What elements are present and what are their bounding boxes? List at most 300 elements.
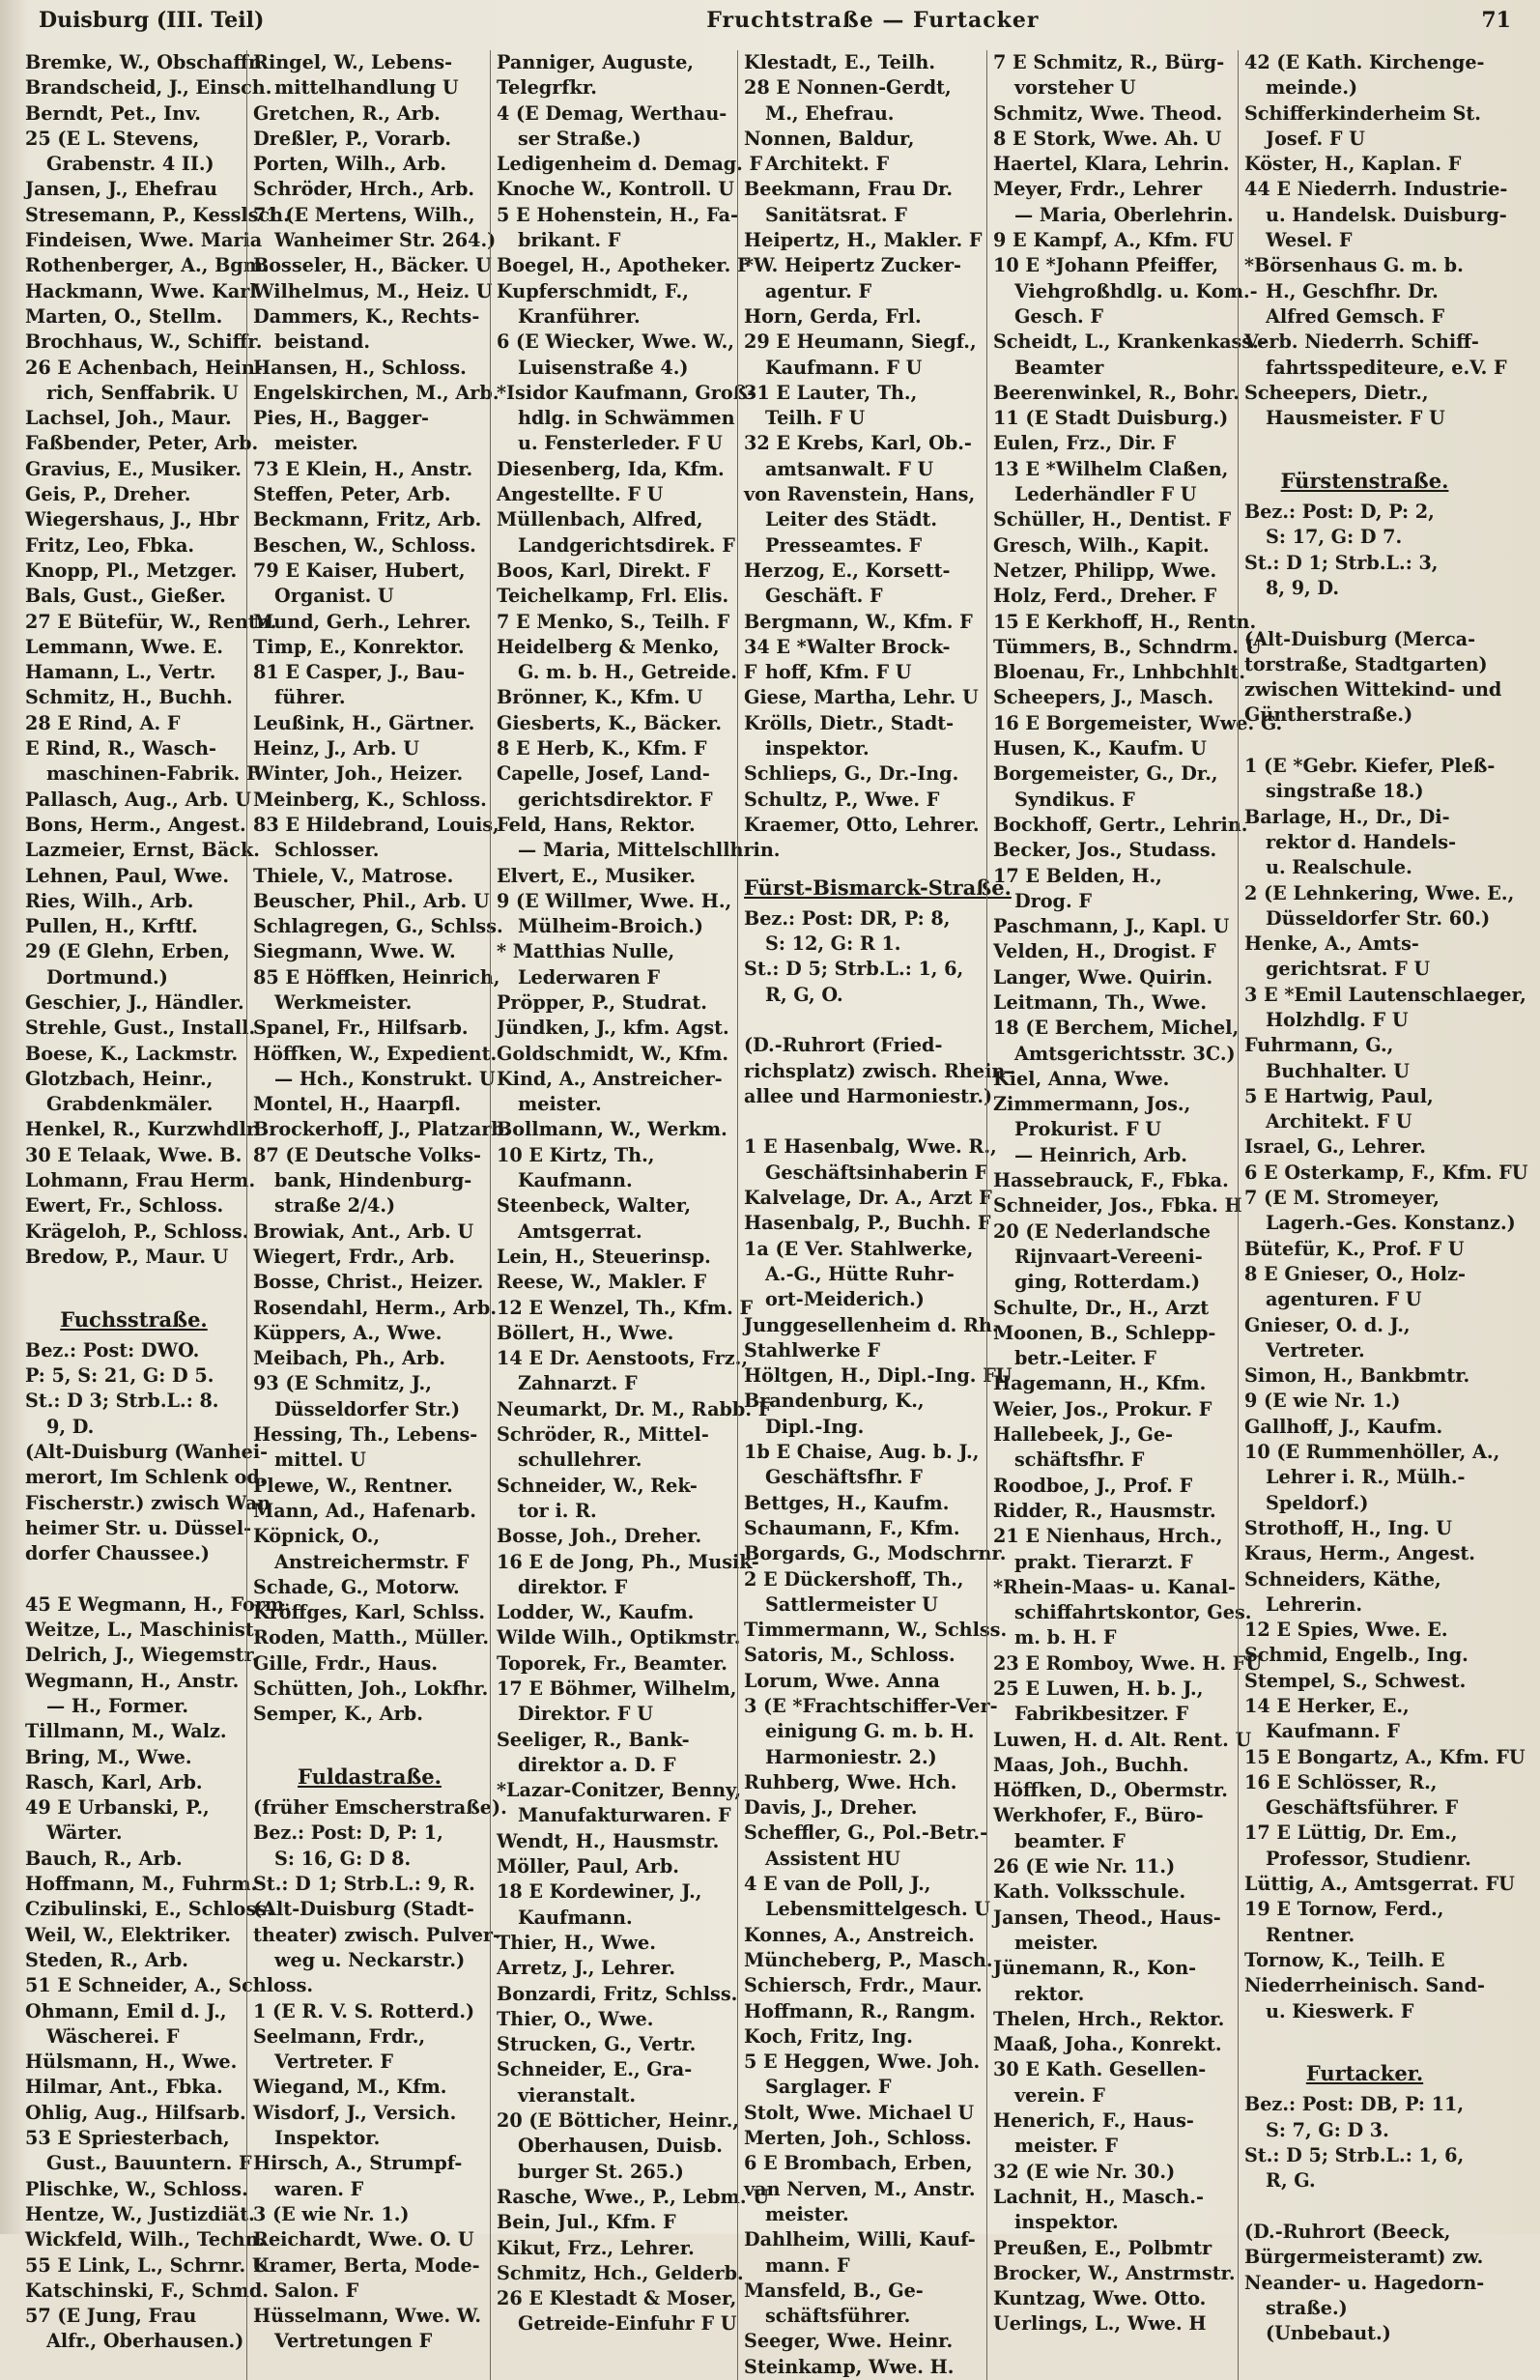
directory-entry: Scheepers, Dietr., bbox=[1244, 381, 1429, 404]
directory-entry: S: 12, G: R 1. bbox=[765, 932, 901, 956]
directory-entry: Bosse, Christ., Heizer. bbox=[253, 1271, 484, 1294]
directory-entry: Steffen, Peter, Arb. bbox=[253, 483, 451, 506]
directory-entry: 1 (E *Gebr. Kiefer, Pleß- bbox=[1244, 755, 1496, 778]
directory-entry: 28 E Nonnen-Gerdt, bbox=[744, 76, 952, 100]
directory-entry: Beamter bbox=[1014, 356, 1104, 379]
directory-entry: Reese, W., Makler. F bbox=[497, 1271, 707, 1294]
directory-entry: weg u. Neckarstr.) bbox=[274, 1948, 466, 1971]
directory-entry: Meinberg, K., Schloss. bbox=[253, 788, 487, 811]
directory-entry: Berndt, Pet., Inv. bbox=[25, 101, 201, 125]
directory-entry: Brandenburg, K., bbox=[744, 1390, 925, 1413]
directory-entry: Höffken, W., Expedient. bbox=[253, 1042, 498, 1065]
directory-entry: Moonen, B., Schlepp- bbox=[993, 1321, 1216, 1344]
directory-entry: Strehle, Gust., Install. bbox=[25, 1017, 256, 1040]
directory-entry: Merten, Joh., Schloss. bbox=[744, 2127, 972, 2150]
directory-entry: Schneiders, Käthe, bbox=[1244, 1567, 1441, 1591]
directory-entry: 85 E Höffken, Heinrich, bbox=[253, 965, 500, 989]
column-4 bbox=[737, 50, 1013, 2380]
directory-entry: verein. F bbox=[1014, 2083, 1105, 2107]
directory-entry: Preußen, E., Polbmtr bbox=[993, 2236, 1212, 2259]
directory-entry: (D.-Ruhrort (Beeck, bbox=[1244, 2220, 1451, 2243]
directory-entry: Wegmann, H., Anstr. bbox=[25, 1669, 240, 1692]
directory-entry: Beerenwinkel, R., Bohr. bbox=[993, 381, 1240, 404]
directory-entry: Ewert, Fr., Schloss. bbox=[25, 1194, 224, 1218]
directory-entry: 5 E Hartwig, Paul, bbox=[1244, 1084, 1434, 1107]
directory-entry: Getreide-Einfuhr F U bbox=[518, 2312, 737, 2336]
directory-entry: 20 (E Bötticher, Heinr., bbox=[497, 2109, 739, 2133]
directory-entry: Kraus, Herm., Angest. bbox=[1244, 1542, 1475, 1565]
directory-entry: meister. bbox=[274, 432, 358, 455]
directory-entry: Strucken, G., Vertr. bbox=[497, 2033, 697, 2056]
directory-entry: 13 E *Wilhelm Claßen, bbox=[993, 457, 1229, 480]
directory-entry: Stahlwerke F bbox=[744, 1338, 881, 1362]
directory-entry: Toporek, Fr., Beamter. bbox=[497, 1651, 727, 1675]
directory-entry: Heipertz, H., Makler. F bbox=[744, 229, 983, 252]
directory-entry: Dammers, K., Rechts- bbox=[253, 304, 480, 328]
directory-entry: 32 E Krebs, Karl, Ob.- bbox=[744, 432, 972, 455]
directory-entry: Hasenbalg, P., Buchh. F bbox=[744, 1212, 991, 1235]
directory-entry: Strothoff, H., Ing. U bbox=[1244, 1516, 1452, 1539]
directory-entry: Glotzbach, Heinr., bbox=[25, 1067, 214, 1090]
directory-entry: (Alt-Duisburg (Wanhei- bbox=[25, 1441, 269, 1464]
header-title: Fruchtstraße — Furtacker bbox=[706, 8, 1040, 33]
directory-entry: Geschier, J., Händler. bbox=[25, 990, 244, 1014]
directory-entry: Rijnvaart-Vereeni- bbox=[1014, 1245, 1203, 1268]
directory-entry: 29 (E Glehn, Erben, bbox=[25, 940, 230, 963]
directory-entry: Viehgroßhdlg. u. Kom.- bbox=[1014, 279, 1258, 302]
directory-entry: Tornow, K., Teilh. E bbox=[1244, 1948, 1445, 1971]
directory-entry: Neumarkt, Dr. M., Rabb. F bbox=[497, 1397, 772, 1420]
directory-entry: Hansen, H., Schloss. bbox=[253, 356, 467, 379]
directory-entry: Plewe, W., Rentner. bbox=[253, 1474, 453, 1497]
directory-entry: *Lazar-Conitzer, Benny, bbox=[497, 1779, 742, 1802]
directory-entry: direktor. F bbox=[518, 1575, 628, 1598]
directory-entry: bank, Hindenburg- bbox=[274, 1169, 472, 1192]
directory-entry: Gallhoff, J., Kaufm. bbox=[1244, 1415, 1443, 1438]
directory-entry: Lüttig, A., Amtsgerrat. FU bbox=[1244, 1873, 1515, 1896]
directory-entry: Schröder, Hrch., Arb. bbox=[253, 178, 475, 201]
directory-entry: Schmid, Engelb., Ing. bbox=[1244, 1644, 1469, 1667]
directory-entry: (Alt-Duisburg (Stadt- bbox=[253, 1898, 474, 1921]
directory-entry: Speldorf.) bbox=[1266, 1491, 1369, 1514]
directory-entry: Heidelberg & Menko, bbox=[497, 635, 720, 658]
directory-entry: Schüller, H., Dentist. F bbox=[993, 508, 1232, 531]
directory-entry: Dahlheim, Willi, Kauf- bbox=[744, 2228, 976, 2251]
directory-entry: Hoffmann, R., Rangm. bbox=[744, 1999, 976, 2022]
directory-entry: meister. bbox=[765, 2202, 849, 2225]
directory-entry: Thelen, Hrch., Rektor. bbox=[993, 2007, 1225, 2030]
directory-entry: straße.) bbox=[1266, 2296, 1348, 2319]
directory-entry: Dortmund.) bbox=[46, 965, 168, 989]
directory-entry: Konnes, A., Anstreich. bbox=[744, 1923, 975, 1946]
directory-entry: Sanitätsrat. F bbox=[765, 203, 907, 226]
directory-entry: 3 (E *Frachtschiffer-Ver- bbox=[744, 1695, 998, 1717]
directory-entry: Henke, A., Amts- bbox=[1244, 932, 1419, 956]
directory-entry: beistand. bbox=[274, 330, 371, 354]
directory-entry: Wisdorf, J., Versich. bbox=[253, 2101, 457, 2124]
directory-entry: Steden, R., Arb. bbox=[25, 1948, 188, 1971]
directory-entry: mittel. U bbox=[274, 1448, 366, 1472]
spacer bbox=[253, 1728, 486, 1753]
directory-entry: Kaufmann. F bbox=[1266, 1720, 1400, 1743]
directory-entry: Hamann, L., Vertr. bbox=[25, 661, 216, 684]
directory-entry: u. Realschule. bbox=[1266, 856, 1412, 879]
directory-entry: Schneider, W., Rek- bbox=[497, 1474, 698, 1497]
directory-entry: ging, Rotterdam.) bbox=[1014, 1271, 1201, 1294]
directory-entry: vieranstalt. bbox=[518, 2083, 637, 2107]
directory-entry: theater) zwisch. Pulver- bbox=[253, 1923, 500, 1946]
spacer bbox=[253, 1973, 486, 1998]
directory-entry: Bauch, R., Arb. bbox=[25, 1847, 183, 1870]
directory-entry: 57 (E Jung, Frau bbox=[25, 2305, 197, 2328]
directory-entry: E Rind, R., Wasch- bbox=[25, 737, 216, 760]
directory-entry: van Nerven, M., Anstr. bbox=[744, 2177, 976, 2200]
directory-entry: Geschäftsinhaberin F bbox=[765, 1161, 988, 1184]
directory-entry: Velden, H., Drogist. F bbox=[993, 940, 1216, 963]
directory-entry: Semper, K., Arb. bbox=[253, 1703, 423, 1726]
directory-entry: direktor a. D. F bbox=[518, 1753, 676, 1776]
directory-entry: 45 E Wegmann, H., Form. bbox=[25, 1592, 291, 1616]
directory-entry: Engelskirchen, M., Arb. bbox=[253, 381, 499, 404]
directory-entry: 23 E Romboy, Wwe. H. FU bbox=[993, 1651, 1263, 1675]
directory-entry: St.: D 5; Strb.L.: 1, 6, bbox=[744, 958, 964, 981]
directory-entry: Delrich, J., Wiegemstr. bbox=[25, 1644, 259, 1667]
directory-entry: Ohlig, Aug., Hilfsarb. bbox=[25, 2101, 246, 2124]
directory-entry: Dipl.-Ing. bbox=[765, 1415, 865, 1438]
directory-entry: amtsanwalt. F U bbox=[765, 457, 934, 480]
directory-entry: A.-G., Hütte Ruhr- bbox=[765, 1262, 955, 1285]
directory-entry: 6 E Brombach, Erben, bbox=[744, 2152, 973, 2175]
directory-entry: Wilhelmus, M., Heiz. U bbox=[253, 279, 493, 302]
column-5 bbox=[986, 50, 1283, 2380]
directory-entry: Bremke, W., Obschaffn. bbox=[25, 51, 269, 73]
directory-entry: — H., Former. bbox=[46, 1695, 189, 1717]
directory-entry: Müncheberg, P., Masch. bbox=[744, 1948, 993, 1971]
directory-entry: Geis, P., Dreher. bbox=[25, 483, 191, 506]
directory-entry: R, G, O. bbox=[765, 983, 843, 1006]
directory-entry: Schlosser. bbox=[274, 839, 380, 862]
directory-entry: 6 (E Wiecker, Wwe. W., bbox=[497, 330, 734, 354]
directory-entry: Müllenbach, Alfred, bbox=[497, 508, 703, 531]
directory-entry: Lehrer i. R., Mülh.- bbox=[1266, 1466, 1466, 1489]
directory-entry: Architekt. F bbox=[765, 153, 890, 176]
directory-entry: Harmoniestr. 2.) bbox=[765, 1745, 937, 1768]
directory-entry: Professor, Studienr. bbox=[1266, 1847, 1471, 1870]
directory-entry: Bosseler, H., Bäcker. U bbox=[253, 254, 492, 277]
directory-entry: Wärter. bbox=[46, 1821, 123, 1845]
directory-entry: merort, Im Schlenk od. bbox=[25, 1466, 267, 1489]
directory-entry: 5 E Hohenstein, H., Fa- bbox=[497, 203, 738, 226]
directory-entry: Telegrfkr. bbox=[497, 76, 597, 100]
column-2 bbox=[246, 50, 511, 2380]
directory-entry: Gesch. F bbox=[1014, 304, 1104, 328]
directory-entry: Lederhändler F U bbox=[1014, 483, 1197, 506]
directory-entry: 42 (E Kath. Kirchenge- bbox=[1244, 51, 1485, 73]
directory-entry: 79 E Kaiser, Hubert, bbox=[253, 559, 466, 582]
directory-entry: maschinen-Fabrik. F bbox=[46, 762, 260, 786]
directory-entry: 26 (E wie Nr. 11.) bbox=[993, 1855, 1176, 1878]
directory-entry: Fritz, Leo, Fbka. bbox=[25, 533, 195, 557]
directory-entry: hdlg. in Schwämmen bbox=[518, 407, 735, 430]
directory-entry: Kramer, Berta, Mode- bbox=[253, 2253, 480, 2277]
directory-entry: 18 E Kordewiner, J., bbox=[497, 1880, 702, 1904]
directory-entry: 14 E Herker, E., bbox=[1244, 1695, 1410, 1717]
directory-entry: Sattlermeister U bbox=[765, 1592, 938, 1616]
directory-entry: (früher Emscherstraße). bbox=[253, 1796, 507, 1820]
directory-entry: Lagerh.-Ges. Konstanz.) bbox=[1266, 1212, 1516, 1235]
directory-entry: Niederrheinisch. Sand- bbox=[1244, 1974, 1485, 1997]
directory-entry: Wickfeld, Wilh., Techn. bbox=[25, 2228, 266, 2251]
directory-entry: Gravius, E., Musiker. bbox=[25, 457, 242, 480]
directory-entry: Hagemann, H., Kfm. bbox=[993, 1372, 1207, 1395]
street-heading: Furtacker. bbox=[1305, 2061, 1424, 2086]
directory-entry: Hentze, W., Justizdiät. bbox=[25, 2202, 255, 2225]
directory-entry: Hessing, Th., Lebens- bbox=[253, 1423, 478, 1447]
directory-entry: St.: D 1; Strb.L.: 9, R. bbox=[253, 1873, 475, 1896]
directory-entry: 21 E Nienhaus, Hrch., bbox=[993, 1525, 1223, 1548]
directory-entry: *Börsenhaus G. m. b. bbox=[1244, 254, 1464, 277]
directory-entry: Jansen, J., Ehefrau bbox=[25, 178, 217, 201]
directory-entry: Josef. F U bbox=[1266, 127, 1365, 150]
directory-entry: (Unbebaut.) bbox=[1266, 2322, 1391, 2345]
directory-entry: richsplatz) zwisch. Rhein- bbox=[744, 1059, 1013, 1082]
directory-entry: 31 E Lauter, Th., bbox=[744, 381, 918, 404]
directory-entry: Schiersch, Frdr., Maur. bbox=[744, 1974, 983, 1997]
directory-entry: Netzer, Philipp, Wwe. bbox=[993, 559, 1217, 582]
directory-entry: brikant. F bbox=[518, 229, 621, 252]
directory-entry: Alfred Gemsch. F bbox=[1266, 304, 1445, 328]
directory-entry: Tillmann, M., Walz. bbox=[25, 1720, 227, 1743]
directory-entry: M., Ehefrau. bbox=[765, 101, 895, 125]
directory-entry: 16 E Borgemeister, Wwe. G. bbox=[993, 711, 1283, 734]
directory-entry: Roodboe, J., Prof. F bbox=[993, 1474, 1193, 1497]
directory-entry: Teilh. F U bbox=[765, 407, 866, 430]
directory-entry: 1b E Chaise, Aug. b. J., bbox=[744, 1441, 980, 1464]
directory-entry: Angestellte. F U bbox=[497, 483, 664, 506]
directory-entry: Henerich, F., Haus- bbox=[993, 2109, 1194, 2133]
directory-entry: Amtsgerrat. bbox=[518, 1219, 642, 1243]
directory-entry: Stresemann, P., Kesslsch. bbox=[25, 203, 290, 226]
directory-entry: Capelle, Josef, Land- bbox=[497, 762, 710, 786]
directory-entry: (Alt-Duisburg (Merca- bbox=[1244, 627, 1476, 650]
directory-entry: Vertreter. F bbox=[274, 2050, 394, 2074]
directory-entry: Brockerhoff, J., Platzarb. bbox=[253, 1118, 511, 1141]
directory-entry: Zahnarzt. F bbox=[518, 1372, 638, 1395]
directory-entry: heimer Str. u. Düssel- bbox=[25, 1516, 252, 1539]
directory-entry: Höffken, D., Obermstr. bbox=[993, 1779, 1228, 1802]
directory-entry: Brocker, W., Anstrmstr. bbox=[993, 2261, 1236, 2284]
directory-entry: Maaß, Joha., Konrekt. bbox=[993, 2033, 1222, 2056]
directory-entry: Thier, H., Wwe. bbox=[497, 1931, 656, 1954]
directory-entry: Alfr., Oberhausen.) bbox=[46, 2330, 244, 2353]
directory-entry: 32 (E wie Nr. 30.) bbox=[993, 2160, 1176, 2183]
directory-entry: dorfer Chaussee.) bbox=[25, 1542, 210, 1565]
directory-entry: Knopp, Pl., Metzger. bbox=[25, 559, 238, 582]
directory-entry: Grabenstr. 4 II.) bbox=[46, 153, 214, 176]
directory-entry: Gille, Frdr., Haus. bbox=[253, 1651, 439, 1675]
directory-entry: Drog. F bbox=[1014, 889, 1092, 912]
spacer bbox=[1244, 729, 1485, 754]
directory-entry: hoff, Kfm. F U bbox=[765, 661, 912, 684]
directory-entry: Direktor. F U bbox=[518, 1703, 653, 1726]
directory-entry: burger St. 265.) bbox=[518, 2160, 684, 2183]
directory-entry: 51 E Schneider, A., Schloss. bbox=[25, 1974, 314, 1997]
directory-entry: Klestadt, E., Teilh. bbox=[744, 51, 936, 73]
directory-entry: Timp, E., Konrektor. bbox=[253, 635, 465, 658]
directory-entry: einigung G. m. b. H. bbox=[765, 1720, 975, 1743]
directory-entry: Weil, W., Elektriker. bbox=[25, 1923, 231, 1946]
directory-entry: Inspektor. bbox=[274, 2127, 381, 2150]
directory-entry: Hackmann, Wwe. Karl bbox=[25, 279, 257, 302]
directory-entry: Katschinski, F., Schmd. bbox=[25, 2279, 270, 2302]
directory-entry: 12 E Wenzel, Th., Kfm. F bbox=[497, 1296, 754, 1319]
directory-entry: S: 16, G: D 8. bbox=[274, 1847, 412, 1870]
directory-entry: Schade, G., Motorw. bbox=[253, 1575, 460, 1598]
directory-entry: 30 E Telaak, Wwe. B. bbox=[25, 1143, 242, 1166]
directory-entry: inspektor. bbox=[765, 737, 870, 760]
directory-entry: Wanheimer Str. 264.) bbox=[274, 229, 497, 252]
directory-entry: Seeliger, R., Bank- bbox=[497, 1728, 690, 1751]
directory-entry: Kaufmann. bbox=[518, 1906, 633, 1929]
directory-entry: 18 (E Berchem, Michel, bbox=[993, 1017, 1240, 1040]
directory-entry: Kraemer, Otto, Lehrer. bbox=[744, 813, 980, 836]
directory-entry: Junggesellenheim d. Rh. bbox=[744, 1313, 999, 1336]
directory-entry: betr.-Leiter. F bbox=[1014, 1347, 1156, 1370]
directory-entry: 19 E Tornow, Ferd., bbox=[1244, 1898, 1444, 1921]
directory-entry: Hausmeister. F U bbox=[1266, 407, 1445, 430]
directory-entry: Brönner, K., Kfm. U bbox=[497, 686, 703, 709]
directory-entry: u. Handelsk. Duisburg- bbox=[1266, 203, 1507, 226]
directory-entry: Kalvelage, Dr. A., Arzt F bbox=[744, 1187, 992, 1210]
directory-entry: Hilmar, Ant., Fbka. bbox=[25, 2076, 223, 2099]
directory-entry: Schütten, Joh., Lokfhr. bbox=[253, 1677, 489, 1700]
directory-entry: Knoche W., Kontroll. U bbox=[497, 178, 734, 201]
directory-entry: rektor d. Handels- bbox=[1266, 830, 1457, 853]
directory-entry: gerichtsdirektor. F bbox=[518, 788, 713, 811]
directory-entry: Diesenberg, Ida, Kfm. bbox=[497, 457, 725, 480]
directory-entry: Scheidt, L., Krankenkass.- bbox=[993, 330, 1267, 354]
directory-entry: Kaufmann. bbox=[518, 1169, 633, 1192]
directory-entry: Mansfeld, B., Ge- bbox=[744, 2279, 924, 2302]
directory-entry: Brandscheid, J., Einsch. bbox=[25, 76, 272, 100]
directory-entry: Plischke, W., Schloss. bbox=[25, 2177, 248, 2200]
directory-entry: Werkhofer, F., Büro- bbox=[993, 1804, 1204, 1827]
directory-entry: Pallasch, Aug., Arb. U bbox=[25, 788, 251, 811]
directory-entry: 10 E Kirtz, Th., bbox=[497, 1143, 655, 1166]
directory-entry: 49 E Urbanski, P., bbox=[25, 1796, 210, 1820]
directory-entry: Sarglager. F bbox=[765, 2076, 892, 2099]
directory-entry: Heinz, J., Arb. U bbox=[253, 737, 419, 760]
directory-entry: Arretz, J., Lehrer. bbox=[497, 1957, 676, 1980]
directory-entry: allee und Harmoniestr.) bbox=[744, 1084, 993, 1107]
directory-entry: meister. F bbox=[1014, 2135, 1119, 2158]
directory-entry: Landgerichtsdirek. F bbox=[518, 533, 735, 557]
directory-entry: Köpnick, O., bbox=[253, 1525, 380, 1548]
directory-entry: 1 E Hasenbalg, Wwe. R., bbox=[744, 1135, 997, 1159]
directory-entry: 27 E Bütefür, W., Rentn. bbox=[25, 610, 277, 633]
directory-entry: singstraße 18.) bbox=[1266, 780, 1424, 803]
directory-entry: Lorum, Wwe. Anna bbox=[744, 1669, 940, 1692]
directory-entry: Teichelkamp, Frl. Elis. bbox=[497, 585, 729, 608]
directory-entry: Pröpper, P., Studrat. bbox=[497, 990, 707, 1014]
directory-entry: Boese, K., Lackmstr. bbox=[25, 1042, 239, 1065]
directory-entry: Porten, Wilh., Arb. bbox=[253, 153, 447, 176]
directory-entry: (D.-Ruhrort (Fried- bbox=[744, 1034, 943, 1057]
directory-entry: Schaumann, F., Kfm. bbox=[744, 1516, 960, 1539]
directory-entry: mann. F bbox=[765, 2253, 850, 2277]
directory-entry: Barlage, H., Dr., Di- bbox=[1244, 805, 1450, 828]
directory-entry: 9 E Kampf, A., Kfm. FU bbox=[993, 229, 1235, 252]
directory-entry: 30 E Kath. Gesellen- bbox=[993, 2058, 1207, 2081]
directory-entry: Czibulinski, E., Schloss. bbox=[25, 1898, 273, 1921]
spacer bbox=[1244, 601, 1485, 626]
street-heading: Fuldastraße. bbox=[298, 1763, 442, 1789]
directory-entry: Lehrerin. bbox=[1266, 1592, 1362, 1616]
directory-entry: Bloenau, Fr., Lnhbchhlt. bbox=[993, 661, 1246, 684]
directory-entry: Beuscher, Phil., Arb. U bbox=[253, 889, 490, 912]
directory-entry: Pullen, H., Krftf. bbox=[25, 915, 198, 938]
directory-entry: 83 E Hildebrand, Louis, bbox=[253, 813, 499, 836]
directory-entry: Geschäft. F bbox=[765, 585, 883, 608]
directory-entry: 20 (E Nederlandsche bbox=[993, 1219, 1211, 1243]
directory-entry: von Ravenstein, Hans, bbox=[744, 483, 976, 506]
directory-entry: schullehrer. bbox=[518, 1448, 642, 1472]
directory-entry: Goldschmidt, W., Kfm. bbox=[497, 1042, 729, 1065]
directory-entry: gerichtsrat. F U bbox=[1266, 958, 1431, 981]
directory-entry: St.: D 1; Strb.L.: 3, bbox=[1244, 551, 1439, 574]
directory-entry: Oberhausen, Duisb. bbox=[518, 2135, 723, 2158]
directory-entry: Jansen, Theod., Haus- bbox=[993, 1906, 1221, 1929]
directory-entry: waren. F bbox=[274, 2177, 364, 2200]
directory-entry: agentur. F bbox=[765, 279, 872, 302]
directory-entry: — Hch., Konstrukt. U bbox=[274, 1067, 496, 1090]
directory-entry: H., Geschfhr. Dr. bbox=[1266, 279, 1439, 302]
directory-entry: — Maria, Mittelschllhrin. bbox=[518, 839, 781, 862]
directory-entry: Dreßler, P., Vorarb. bbox=[253, 127, 452, 150]
spacer bbox=[25, 1270, 242, 1295]
directory-entry: ort-Meiderich.) bbox=[765, 1288, 925, 1311]
directory-entry: Syndikus. F bbox=[1014, 788, 1135, 811]
directory-entry: Lohmann, Frau Herm. bbox=[25, 1169, 256, 1192]
directory-entry: zwischen Wittekind- und bbox=[1244, 678, 1502, 702]
header-left: Duisburg (III. Teil) bbox=[39, 8, 265, 33]
directory-entry: Bergmann, W., Kfm. F bbox=[744, 610, 973, 633]
directory-entry: 17 E Belden, H., bbox=[993, 864, 1162, 887]
directory-entry: Siegmann, Wwe. W. bbox=[253, 940, 456, 963]
directory-entry: Buchhalter. U bbox=[1266, 1059, 1410, 1082]
spacer bbox=[744, 838, 983, 863]
directory-entry: Gnieser, O. d. J., bbox=[1244, 1313, 1411, 1336]
directory-entry: Jünemann, R., Kon- bbox=[993, 1957, 1197, 1980]
directory-entry: 28 E Rind, A. F bbox=[25, 711, 181, 734]
directory-entry: Fabrikbesitzer. F bbox=[1014, 1703, 1189, 1726]
directory-entry: Werkmeister. bbox=[274, 990, 413, 1014]
directory-entry: Steenbeck, Walter, bbox=[497, 1194, 692, 1218]
directory-entry: Bez.: Post: DWO. bbox=[25, 1338, 200, 1362]
directory-entry: *Rhein-Maas- u. Kanal- bbox=[993, 1575, 1236, 1598]
directory-entry: Lemmann, Wwe. E. bbox=[25, 635, 223, 658]
directory-entry: St.: D 5; Strb.L.: 1, 6, bbox=[1244, 2144, 1465, 2167]
directory-entry: Luwen, H. d. Alt. Rent. U bbox=[993, 1728, 1252, 1751]
directory-entry: Lein, H., Steuerinsp. bbox=[497, 1245, 711, 1268]
directory-entry: 9, D. bbox=[46, 1415, 95, 1438]
directory-entry: Bütefür, K., Prof. F U bbox=[1244, 1237, 1465, 1260]
directory-entry: Leiter des Städt. bbox=[765, 508, 938, 531]
directory-entry: 53 E Spriesterbach, bbox=[25, 2127, 230, 2150]
directory-entry: S: 7, G: D 3. bbox=[1266, 2118, 1389, 2141]
directory-entry: 11 (E Stadt Duisburg.) bbox=[993, 407, 1229, 430]
directory-entry: St.: D 3; Strb.L.: 8. bbox=[25, 1390, 219, 1413]
